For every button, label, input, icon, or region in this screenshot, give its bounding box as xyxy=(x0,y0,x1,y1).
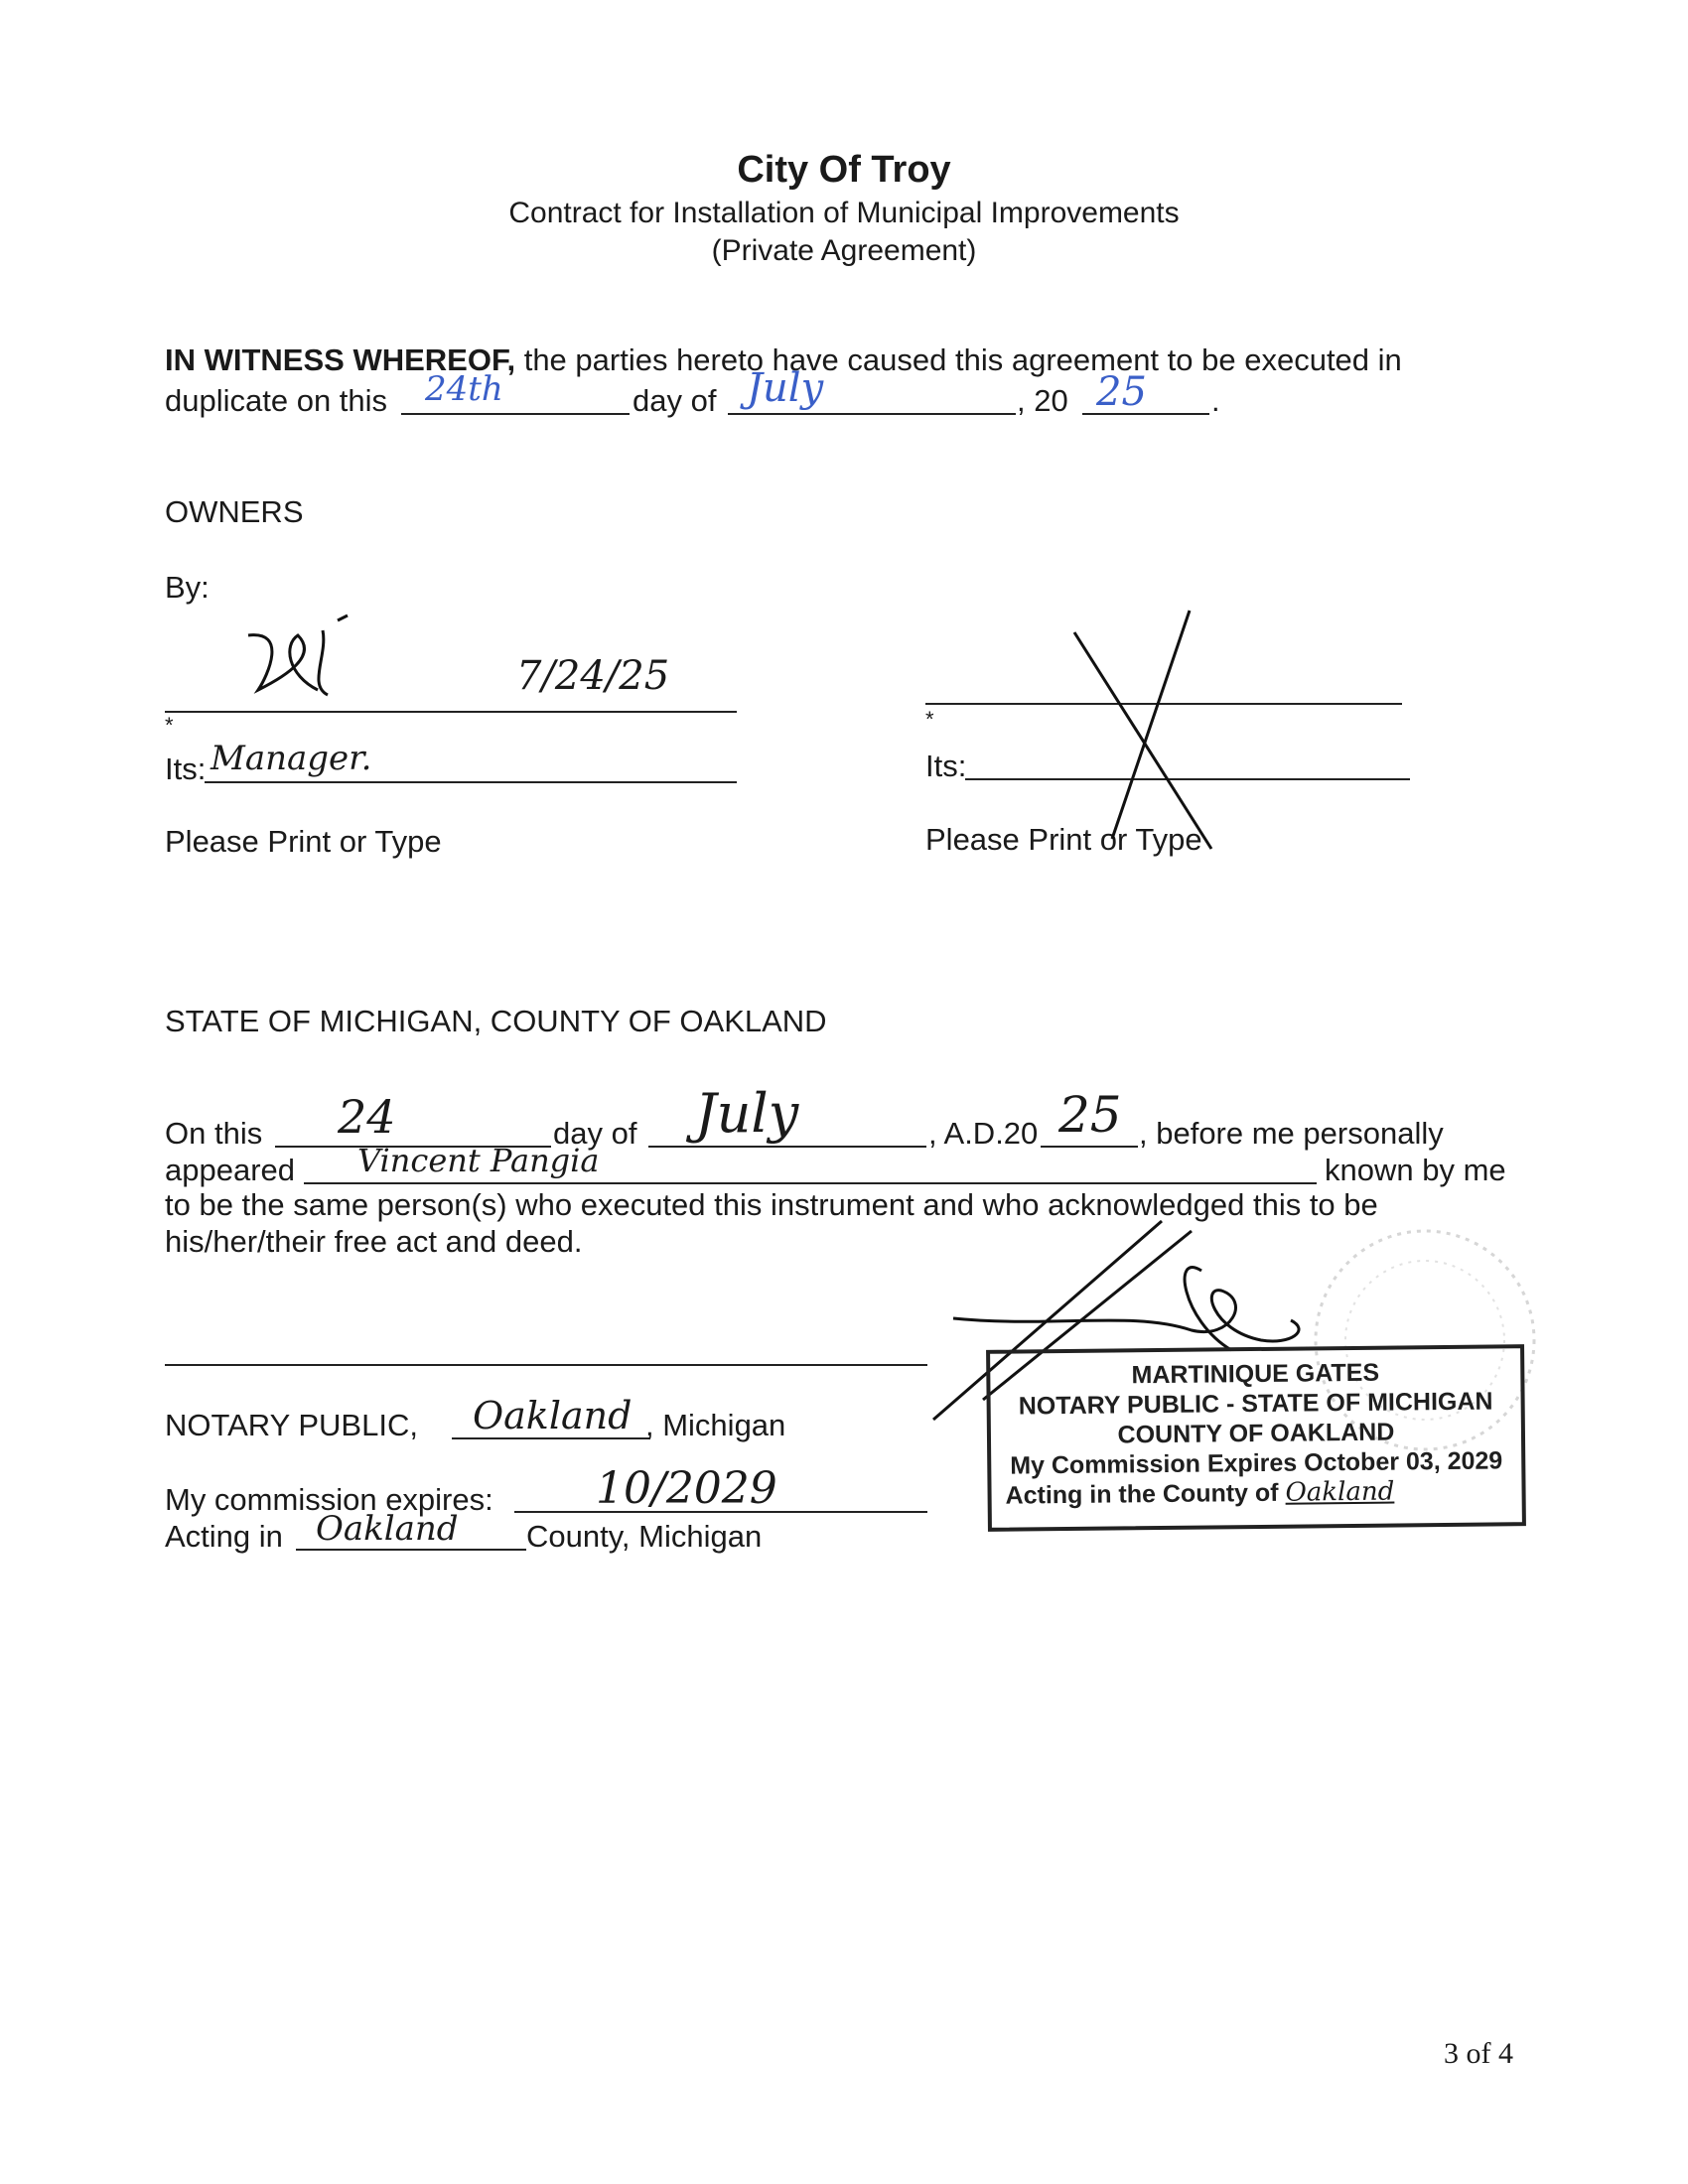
stamp-county-handwritten: Oakland xyxy=(1285,1476,1395,1508)
notary-name-handwritten: Vincent Pangia xyxy=(357,1142,600,1179)
cross-out-mark xyxy=(1062,611,1231,859)
notary-signature-line xyxy=(165,1364,927,1366)
stamp-line-2: NOTARY PUBLIC - STATE OF MICHIGAN xyxy=(1018,1387,1493,1421)
stamp-line-3: COUNTY OF OAKLAND xyxy=(1117,1418,1395,1449)
notary-public-label: NOTARY PUBLIC, xyxy=(165,1408,418,1442)
document-title: City Of Troy xyxy=(737,149,951,191)
notary-acting-line xyxy=(296,1549,526,1551)
notary-public-state: , Michigan xyxy=(645,1408,786,1442)
notary-name-line xyxy=(304,1182,1317,1184)
witness-month-line xyxy=(728,413,1016,415)
witness-text-2c: , 20 xyxy=(1017,383,1068,418)
witness-day-line xyxy=(401,413,630,415)
notary-expires-label: My commission expires: xyxy=(165,1482,493,1517)
notary-line-3: to be the same person(s) who executed this instrument and who acknowledged this to be xyxy=(165,1187,1378,1222)
notary-expires-handwritten: 10/2029 xyxy=(596,1463,777,1514)
owner-date-handwritten: 7/24/25 xyxy=(516,653,670,699)
notary-year-line xyxy=(1041,1146,1138,1148)
document-subtitle: Contract for Installation of Municipal Improvements xyxy=(508,197,1180,229)
witness-text-1: the parties hereto have caused this agreement to be executed in xyxy=(523,342,1402,377)
witness-text-2d: . xyxy=(1211,383,1220,418)
second-owner-its-label: Its: xyxy=(925,749,967,783)
notary-before: , before me personally xyxy=(1139,1116,1444,1151)
notary-stamp xyxy=(986,1344,1526,1532)
notary-public-county-handwritten: Oakland xyxy=(473,1394,633,1437)
page-number: 3 of 4 xyxy=(1444,2037,1513,2070)
witness-lead: IN WITNESS WHEREOF, xyxy=(165,342,516,377)
notary-day-of: day of xyxy=(553,1116,637,1151)
document-subtitle-2: (Private Agreement) xyxy=(711,234,977,267)
owners-heading: OWNERS xyxy=(165,494,304,529)
owner-signature-line xyxy=(165,711,737,713)
owner-print-label: Please Print or Type xyxy=(165,824,442,859)
owners-by-label: By: xyxy=(165,570,210,605)
notary-line-4: his/her/their free act and deed. xyxy=(165,1224,583,1259)
owner-its-label: Its: xyxy=(165,751,207,786)
notary-state-county: STATE OF MICHIGAN, COUNTY OF OAKLAND xyxy=(165,1004,827,1038)
witness-year-handwritten: 25 xyxy=(1096,369,1147,415)
owner-its-handwritten: Manager. xyxy=(211,739,372,778)
owner-star: * xyxy=(165,713,174,738)
witness-day-handwritten: 24th xyxy=(425,369,503,409)
notary-day-handwritten: 24 xyxy=(338,1090,396,1144)
witness-month-handwritten: July xyxy=(747,365,824,411)
stamp-name: MARTINIQUE GATES xyxy=(1131,1358,1380,1390)
notary-month-handwritten: July xyxy=(695,1082,799,1145)
notary-known: known by me xyxy=(1325,1153,1506,1187)
witness-text-2b: day of xyxy=(633,383,717,418)
witness-text-2a: duplicate on this xyxy=(165,383,388,418)
owner-signature xyxy=(228,615,367,705)
notary-acting-suffix: County, Michigan xyxy=(526,1519,763,1554)
notary-ad: , A.D.20 xyxy=(928,1116,1039,1151)
stamp-line-5: Acting in the County of xyxy=(1005,1478,1279,1510)
notary-on-this: On this xyxy=(165,1116,263,1151)
notary-year-handwritten: 25 xyxy=(1058,1086,1122,1144)
owner-its-line xyxy=(205,781,737,783)
notary-acting-label: Acting in xyxy=(165,1519,283,1554)
second-owner-star: * xyxy=(925,707,934,732)
notary-public-county-line xyxy=(452,1437,650,1439)
stamp-line-4: My Commission Expires October 03, 2029 xyxy=(1010,1446,1503,1480)
notary-month-line xyxy=(648,1146,926,1148)
stamp-line-5-row xyxy=(991,1475,1521,1511)
notary-acting-county-handwritten: Oakland xyxy=(316,1509,459,1549)
notary-appeared: appeared xyxy=(165,1153,296,1187)
second-owner-print-label: Please Print or Type xyxy=(925,822,1202,857)
